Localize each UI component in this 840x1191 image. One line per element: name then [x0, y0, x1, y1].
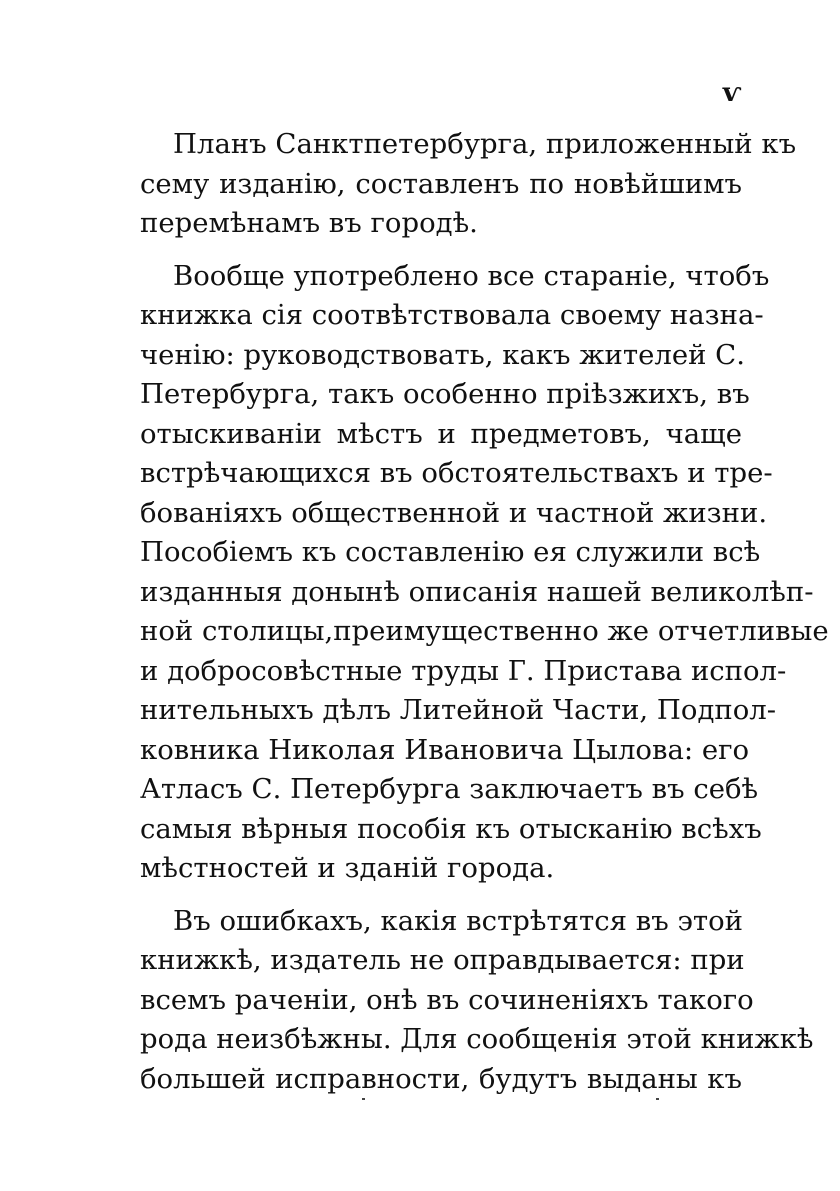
paragraph-plan	[140, 125, 797, 244]
paragraph-errors	[140, 902, 814, 1100]
text-line: Пособіемъ къ составленію ея служили всѣ	[140, 536, 761, 568]
paragraph-purpose	[140, 257, 829, 889]
text-line: нительныхъ дѣлъ Литейной Части, Подпол-	[140, 694, 777, 726]
text-line: бованіяхъ общественной и частной жизни.	[140, 496, 768, 529]
text-line: книжка сія соотвѣтствовала своему назна-	[140, 299, 764, 331]
text-line: Въ ошибкахъ, какія встрѣтятся въ этой	[173, 904, 743, 937]
text-line: всемъ раченіи, онѣ въ сочиненіяхъ такого	[140, 983, 754, 1016]
print-speck	[362, 1098, 365, 1100]
text-line: сему изданію, составленъ по новѣйшимъ	[140, 167, 742, 200]
text-line: рода неизбѣжны. Для сообщенія этой книжкѣ	[140, 1023, 814, 1055]
body-text	[140, 125, 829, 1112]
text-line: самыя вѣрныя пособія къ отысканію всѣхъ	[140, 812, 762, 845]
text-line: Атласъ С. Петербурга заключаетъ въ себѣ	[140, 773, 759, 805]
text-line: мѣстностей и зданій города.	[140, 852, 555, 884]
print-speck	[656, 1098, 659, 1100]
text-line: изданныя донынѣ описанія нашей великолѣп-	[140, 575, 814, 608]
text-line: Планъ Санктпетербурга, приложенный къ	[173, 128, 797, 160]
text-line: большей исправности, будутъ выданы къ	[140, 1062, 742, 1095]
text-line: и добросовѣстные труды Г. Пристава испол-	[140, 654, 787, 687]
text-line: книжкѣ, издатель не оправдывается: при	[140, 944, 745, 976]
text-line: ченію: руководствовать, какъ жителей С.	[140, 338, 745, 371]
text-line: ной столицы,преимущественно же отчетливые	[140, 615, 829, 647]
text-line: перемѣнамъ въ городѣ.	[140, 207, 478, 239]
page-number: ѵ	[722, 78, 742, 108]
text-line: отыскиваніи мѣстъ и предметовъ, чаще	[140, 417, 742, 450]
text-line: ковника Николая Ивановича Цылова: его	[140, 733, 750, 766]
text-line: Вообще употреблено все стараніе, чтобъ	[173, 259, 770, 292]
text-line: встрѣчающихся въ обстоятельствахъ и тре-	[140, 457, 773, 489]
text-line: Петербурга, такъ особенно пріѣзжихъ, въ	[140, 378, 750, 410]
